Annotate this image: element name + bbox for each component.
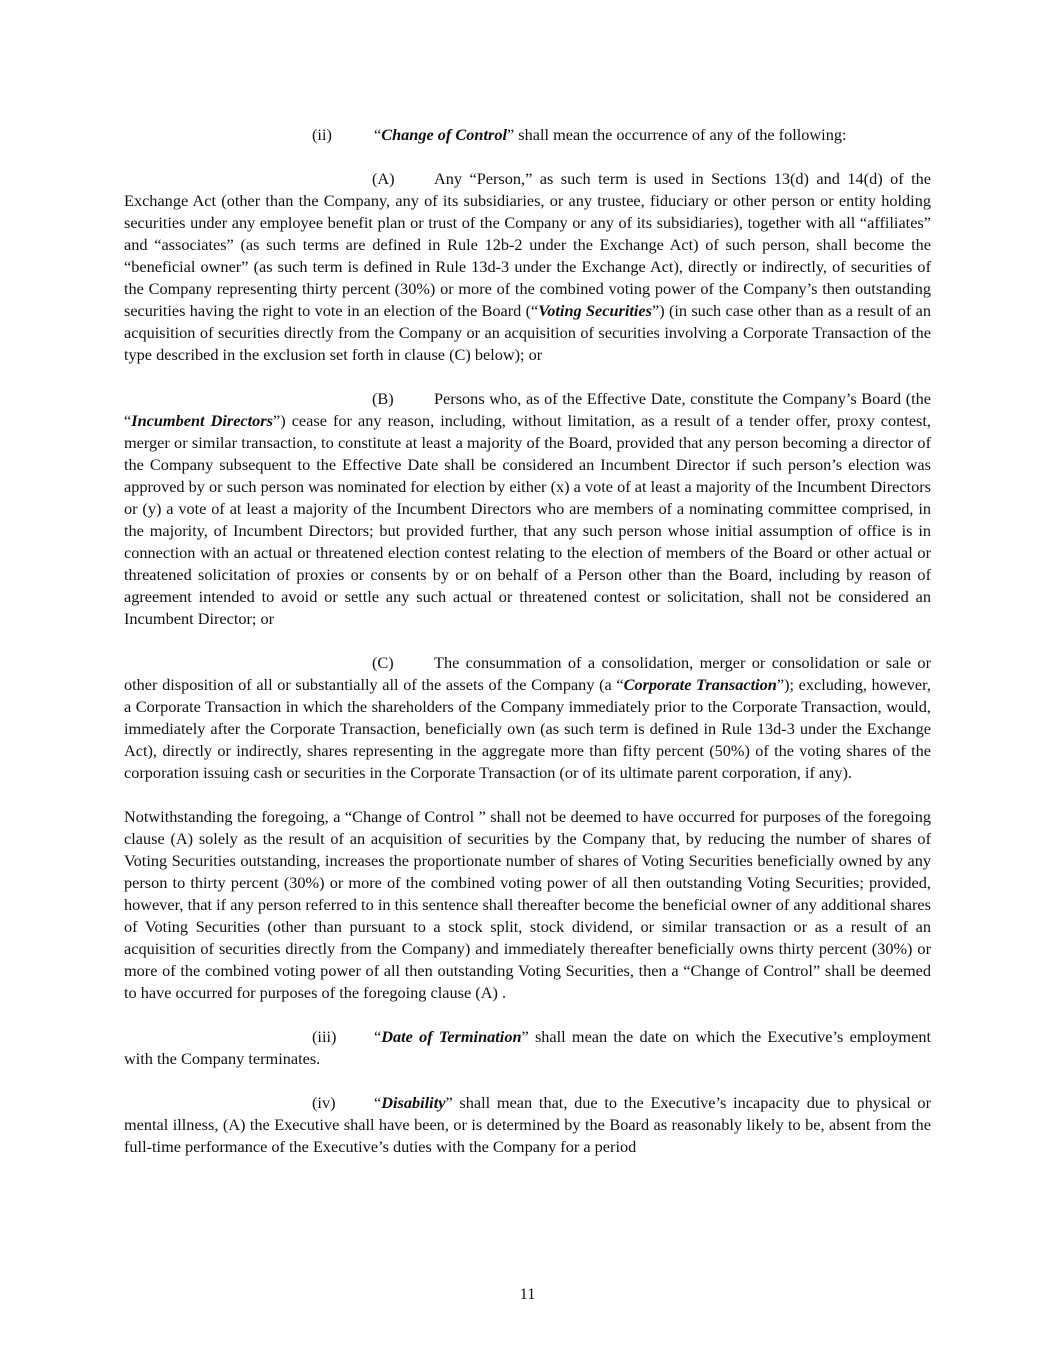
subclause-indent	[124, 653, 372, 672]
subclause-number: (A)	[372, 169, 395, 188]
subclause-number: (C)	[372, 653, 394, 672]
open-quote: “	[374, 1093, 382, 1112]
defined-term: Change of Control	[381, 125, 507, 144]
definition-change-of-control	[312, 124, 931, 146]
definition-text: ” shall mean that, due to the Executive’s incapacity due to physical or mental illness, (A) the Executive shall have been, or is determined by the Board as reasonably likely to be, absent from the full-time performance of the Executive’s duties with the Company for a period	[124, 1093, 931, 1156]
clause-number: (iii)	[312, 1027, 337, 1046]
subclause-text-part1: Any “Person,” as such term is used in Sections 13(d) and 14(d) of the Exchange Act (other than the Company, any of its subsidiaries, or any trustee, fiduciary or other person or entity holding securities under any employee benefit plan or trust of the Company or any of its subsidiaries), together with all “affiliates” and “associates” (as such terms are defined in Rule 12b-2 under the Exchange Act) of such person, shall become the “beneficial owner” (as such term is defined in Rule 13d-3 under the Exchange Act), directly or indirectly, of securities of the Company representing thirty percent (30%) or more of the combined voting power of the Company’s then outstanding securities having the right to vote in an election of the Board (“	[124, 169, 931, 320]
clause-number: (ii)	[312, 125, 332, 144]
definition-text: ” shall mean the date on which the Executive’s employment with the Company terminates.	[124, 1027, 931, 1068]
subclause-c	[124, 652, 931, 784]
notwithstanding-paragraph: Notwithstanding the foregoing, a “Change of Control ” shall not be deemed to have occurred for purposes of the foregoing clause (A) solely as the result of an acquisition of securities by the Company that, by reducing the number of shares of Voting Securities outstanding, increases the proportionate number of shares of Voting Securities beneficially owned by any person to thirty percent (30%) or more of the combined voting power of all then outstanding Voting Securities; provided, however, that if any person referred to in this sentence shall thereafter become the beneficial owner of any additional shares of Voting Securities (other than pursuant to a stock split, stock dividend, or similar transaction or as a result of an acquisition of securities directly from the Company) and immediately thereafter beneficially owns thirty percent (30%) or more of the combined voting power of all then outstanding Voting Securities, then a “Change of Control” shall be deemed to have occurred for purposes of the foregoing clause (A) .	[124, 807, 931, 1002]
subclause-b	[124, 388, 931, 630]
defined-term: Date of Termination	[381, 1027, 522, 1046]
subclause-text-part2: ”) cease for any reason, including, without limitation, as a result of a tender offer, proxy contest, merger or similar transaction, to constitute at least a majority of the Board, provided that any person becoming a director of the Company subsequent to the Effective Date shall be considered an Incumbent Director if such person’s election was approved by or such person was nominated for election by either (x) a vote of at least a majority of the Incumbent Directors or (y) a vote of at least a majority of the Incumbent Directors who are members of a nominating committee comprised, in the majority, of Incumbent Directors; but provided further, that any such person whose initial assumption of office is in connection with an actual or threatened election contest relating to the election of members of the Board or other actual or threatened solicitation of proxies or consents by or on behalf of a Person other than the Board, including by reason of agreement intended to avoid or settle any such actual or threatened contest or solicitation, shall not be considered an Incumbent Director; or	[124, 411, 931, 628]
document-page	[124, 124, 931, 1180]
definition-indent	[124, 1093, 312, 1112]
subclause-text-part1: The consummation of a consolidation, merger or consolidation or sale or other disposition of all or substantially all of the assets of the Company (a “	[124, 653, 931, 694]
definition-indent	[124, 1027, 312, 1046]
open-quote: “	[374, 1027, 382, 1046]
subclause-text-part2: ”); excluding, however, a Corporate Transaction in which the shareholders of the Company immediately prior to the Corporate Transaction, would, immediately after the Corporate Transaction, beneficially own (as such term is defined in Rule 13d-3 under the Exchange Act), directly or indirectly, shares representing in the aggregate more than fifty percent (50%) of the voting shares of the corporation issuing cash or securities in the Corporate Transaction (or of its ultimate parent corporation, if any).	[124, 675, 932, 782]
defined-term: Corporate Transaction	[623, 675, 777, 694]
subclause-indent	[124, 169, 372, 188]
open-quote: “	[374, 125, 382, 144]
subclause-a	[124, 168, 931, 366]
defined-term: Voting Securities	[538, 301, 652, 320]
clause-number: (iv)	[312, 1093, 336, 1112]
defined-term: Disability	[381, 1093, 446, 1112]
definition-text: ” shall mean the occurrence of any of the following:	[507, 125, 847, 144]
definition-date-of-termination	[124, 1026, 931, 1070]
subclause-text-part1: Persons who, as of the Effective Date, constitute the Company’s Board (the “	[124, 389, 931, 430]
subclause-text-part2: ”) (in such case other than as a result of an acquisition of securities directly from the Company or an acquisition of securities involving a Corporate Transaction of the type described in the exclusion set forth in clause (C) below); or	[124, 301, 931, 364]
subclause-indent	[124, 389, 372, 408]
subclause-number: (B)	[372, 389, 394, 408]
page-number: 11	[519, 1284, 536, 1303]
definition-disability	[124, 1092, 931, 1158]
defined-term: Incumbent Directors	[131, 411, 273, 430]
